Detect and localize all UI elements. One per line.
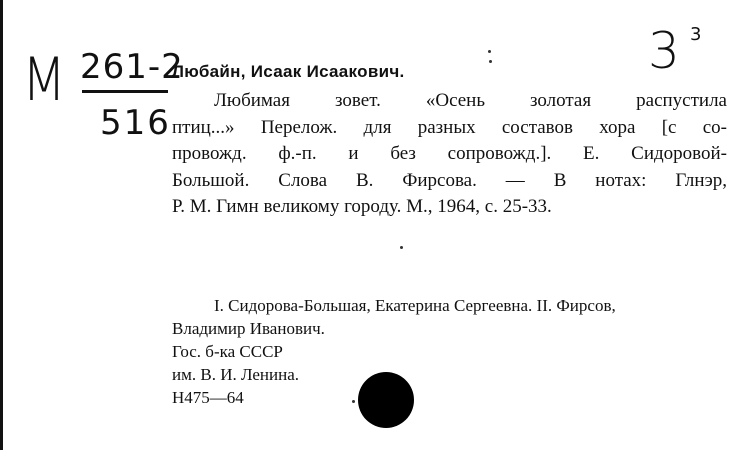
punch-hole <box>358 372 414 428</box>
library-imprint <box>172 340 299 409</box>
shelf-letter: М <box>22 45 67 115</box>
call-number-top: 261-2 <box>80 47 184 87</box>
description-line: Любимая зовет. «Осень золотая распустила <box>214 90 727 111</box>
library-line: им. В. И. Ленина. <box>172 365 300 384</box>
description-line: провожд. ф.-п. и без сопровожд.]. Е. Сидоровой- <box>172 143 727 164</box>
card-left-edge <box>0 0 3 450</box>
card-number: Н475—64 <box>172 388 244 407</box>
call-number-divider <box>82 90 168 93</box>
description-line: Р. М. Гимн великому городу. М., 1964, с. 25-33. <box>172 196 552 217</box>
corner-number: 3 <box>648 22 680 80</box>
tracings-line: Владимир Иванович. <box>172 319 325 338</box>
corner-number-small: 3 <box>690 24 702 45</box>
speck <box>400 246 403 249</box>
call-number-bottom: 516 <box>100 103 171 143</box>
description <box>172 88 727 221</box>
speck <box>488 50 491 53</box>
tracings <box>172 294 727 340</box>
description-line: Большой. Слова В. Фирсова. — В нотах: Глнэр, <box>172 169 727 191</box>
description-line: птиц...» Перелож. для разных составов хора [с со- <box>172 116 727 138</box>
speck <box>489 60 492 63</box>
entry-heading: Любайн, Исаак Исаакович. <box>172 62 405 81</box>
speck <box>352 400 355 403</box>
library-line: Гос. б-ка СССР <box>172 342 283 361</box>
tracings-line: I. Сидорова-Большая, Екатерина Сергеевна. II. Фирсов, <box>214 296 616 315</box>
